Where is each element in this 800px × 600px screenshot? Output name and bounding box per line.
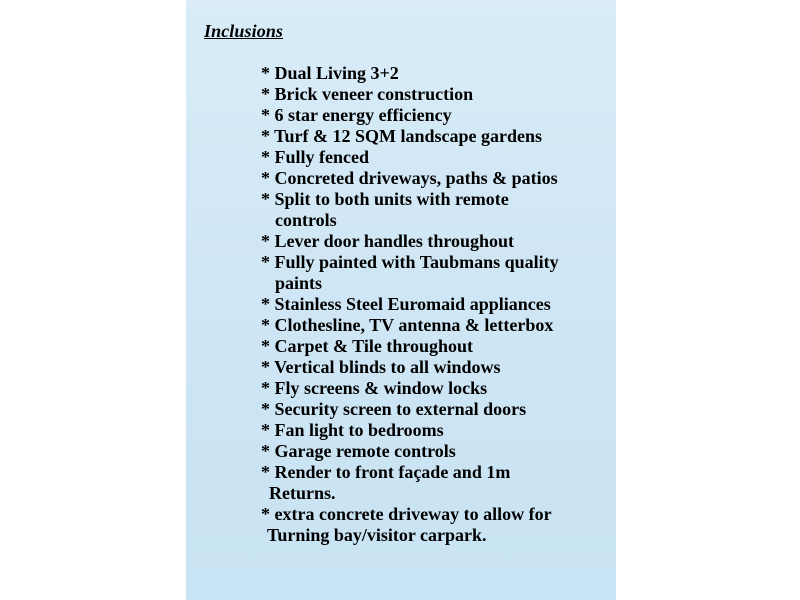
list-item	[261, 504, 559, 546]
list-item-text: * Carpet & Tile throughout	[261, 336, 474, 356]
list-item	[261, 84, 559, 105]
list-item	[261, 252, 559, 294]
list-item	[261, 378, 559, 399]
list-item	[261, 357, 559, 378]
list-item-text: * Clothesline, TV antenna & letterbox	[261, 315, 554, 335]
inclusions-title: Inclusions	[204, 21, 284, 41]
list-item-text: * Brick veneer construction	[261, 84, 474, 104]
list-item-text: * Vertical blinds to all windows	[261, 357, 501, 377]
list-item-text: * Fan light to bedrooms	[261, 420, 444, 440]
list-item	[261, 399, 559, 420]
list-item	[261, 294, 559, 315]
list-item-text: * Fully fenced	[261, 147, 369, 167]
list-item	[261, 315, 559, 336]
list-item	[261, 336, 559, 357]
inclusions-panel	[186, 0, 616, 600]
list-item-text: * Lever door handles throughout	[261, 231, 515, 251]
list-item	[261, 168, 559, 189]
list-item-text: * Garage remote controls	[261, 441, 456, 461]
list-item-continuation: paints	[275, 273, 323, 293]
list-item	[261, 189, 559, 231]
list-item	[261, 231, 559, 252]
list-item-text: * Turf & 12 SQM landscape gardens	[261, 126, 543, 146]
list-item-text: * Fully painted with Taubmans quality	[261, 252, 559, 272]
list-item-continuation: Turning bay/visitor carpark.	[267, 525, 487, 545]
list-item-text: * Render to front façade and 1m	[261, 462, 511, 482]
list-item-text: * Security screen to external doors	[261, 399, 527, 419]
list-item	[261, 126, 559, 147]
list-item	[261, 420, 559, 441]
list-item-text: * 6 star energy efficiency	[261, 105, 452, 125]
list-item-text: * Split to both units with remote	[261, 189, 509, 209]
list-item	[261, 105, 559, 126]
list-item	[261, 462, 559, 504]
list-item-text: * extra concrete driveway to allow for	[261, 504, 552, 524]
list-item-text: * Fly screens & window locks	[261, 378, 488, 398]
list-item-text: * Concreted driveways, paths & patios	[261, 168, 558, 188]
list-item-text: * Dual Living 3+2	[261, 63, 399, 83]
list-item-text: * Stainless Steel Euromaid appliances	[261, 294, 551, 314]
list-item	[261, 63, 559, 84]
inclusions-list	[261, 63, 559, 546]
list-item-continuation: Returns.	[269, 483, 336, 503]
list-item	[261, 147, 559, 168]
list-item-continuation: controls	[275, 210, 337, 230]
list-item	[261, 441, 559, 462]
